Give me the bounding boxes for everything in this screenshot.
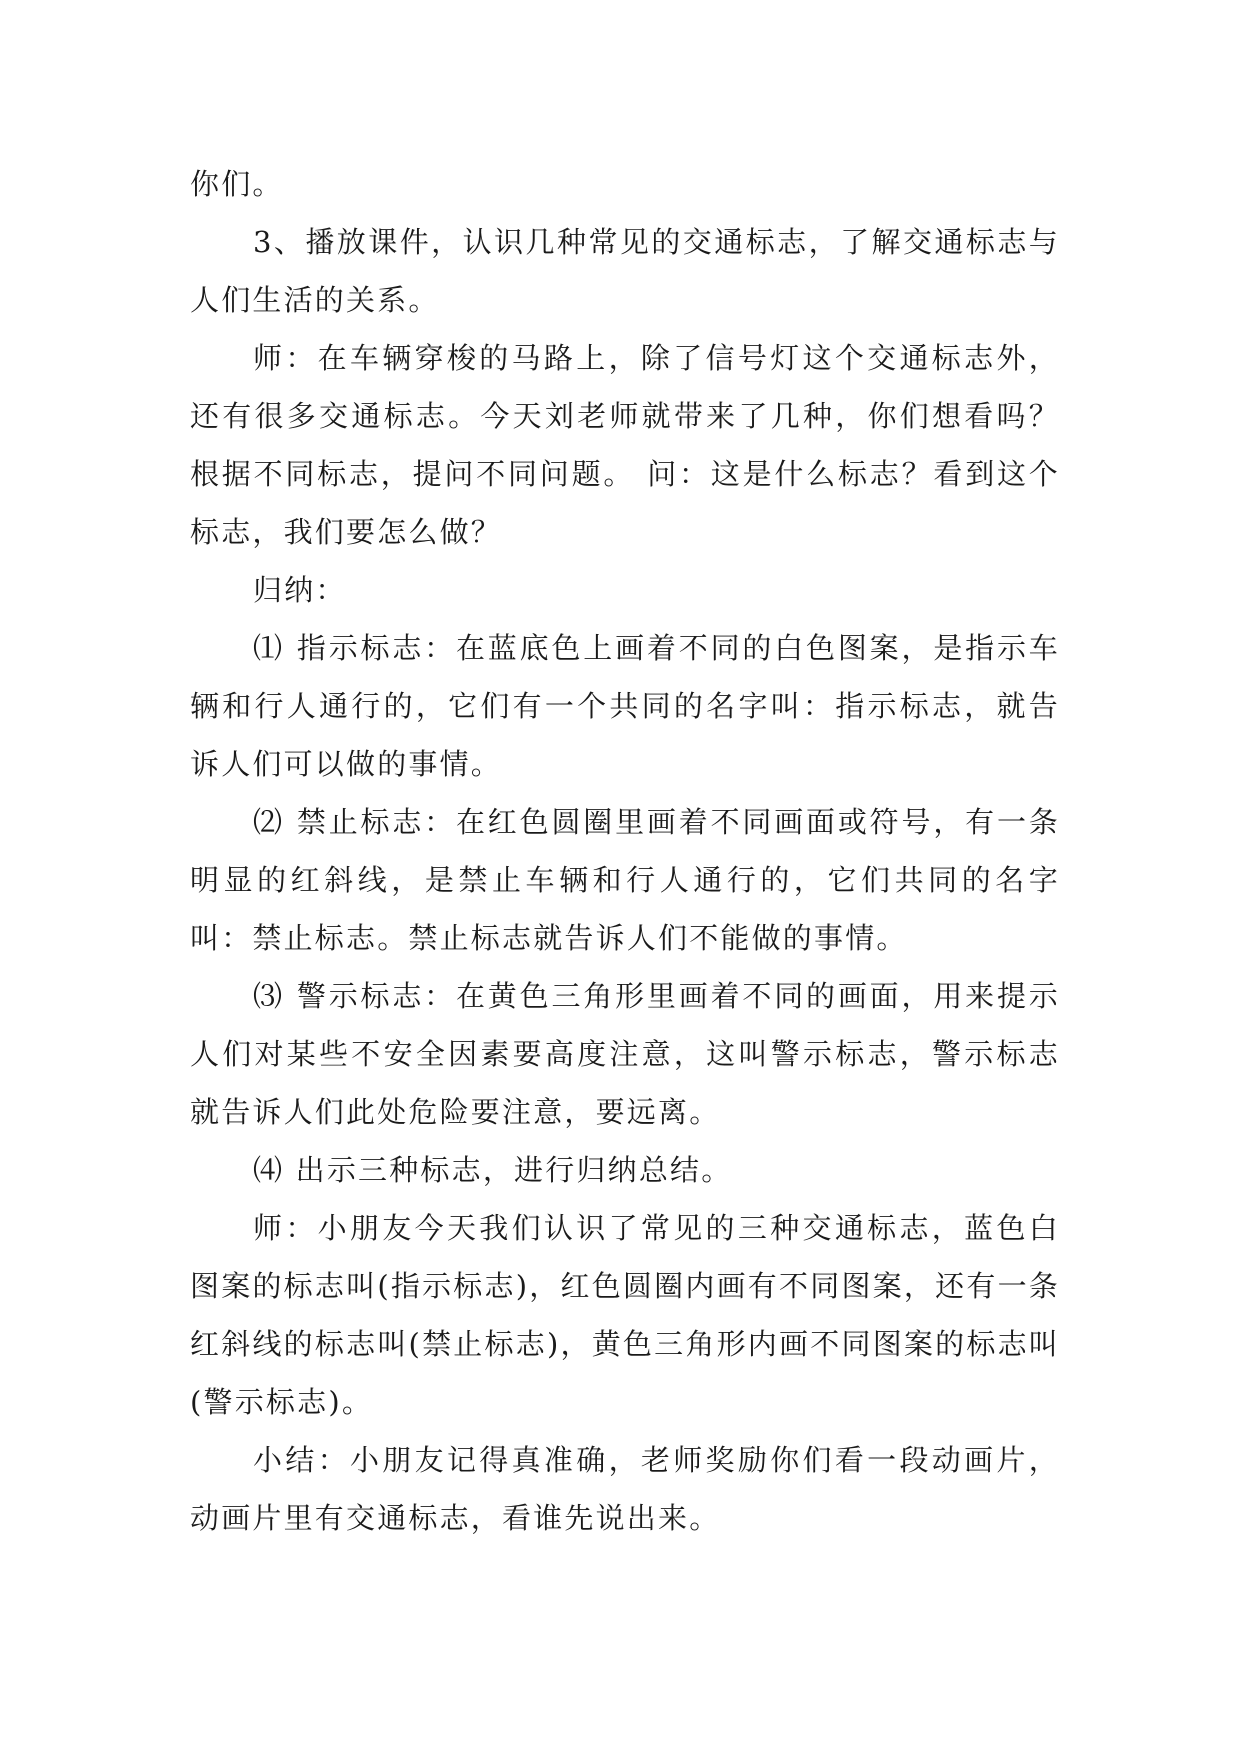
paragraph-show-three-signs: ⑷ 出示三种标志，进行归纳总结。 bbox=[253, 1153, 733, 1187]
paragraph-teacher-question: 师：在车辆穿梭的马路上，除了信号灯这个交通标志外，还有很多交通标志。今天刘老师就带来了几种，你们想看吗？根据不同标志，提问不同问题。 问：这是什么标志？看到这个标志，我们要怎么做？ bbox=[190, 341, 1060, 549]
paragraph-continuation: 你们。 bbox=[190, 167, 284, 201]
paragraph-step-3: 3、播放课件，认识几种常见的交通标志，了解交通标志与人们生活的关系。 bbox=[190, 225, 1060, 317]
paragraph-summary-heading: 归纳： bbox=[253, 573, 347, 607]
paragraph-warning-sign: ⑶ 警示标志：在黄色三角形里画着不同的画面，用来提示人们对某些不安全因素要高度注意，这叫警示标志，警示标志就告诉人们此处危险要注意，要远离。 bbox=[190, 979, 1060, 1129]
paragraph-teacher-recap: 师：小朋友今天我们认识了常见的三种交通标志，蓝色白图案的标志叫(指示标志)，红色圆圈内画有不同图案，还有一条红斜线的标志叫(禁止标志)，黄色三角形内画不同图案的标志叫(警示标志)。 bbox=[190, 1211, 1060, 1419]
paragraph-prohibition-sign: ⑵ 禁止标志：在红色圆圈里画着不同画面或符号，有一条明显的红斜线，是禁止车辆和行人通行的，它们共同的名字叫：禁止标志。禁止标志就告诉人们不能做的事情。 bbox=[190, 805, 1060, 955]
paragraph-instruction-sign: ⑴ 指示标志：在蓝底色上画着不同的白色图案，是指示车辆和行人通行的，它们有一个共同的名字叫：指示标志，就告诉人们可以做的事情。 bbox=[190, 631, 1060, 781]
document-body bbox=[190, 155, 1060, 1547]
paragraph-conclusion: 小结：小朋友记得真准确，老师奖励你们看一段动画片，动画片里有交通标志，看谁先说出来。 bbox=[190, 1443, 1060, 1535]
